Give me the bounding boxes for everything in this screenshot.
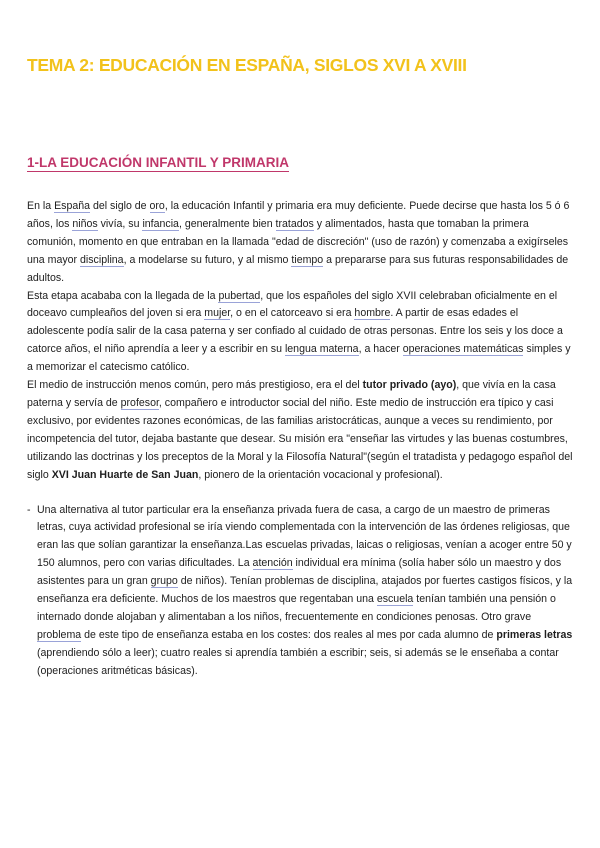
linked-term[interactable]: escuela bbox=[376, 593, 414, 606]
linked-term[interactable]: tiempo bbox=[291, 253, 324, 266]
text: , que los españoles del siglo XVII celebraban oficialmente en el doceavo cumpleaños del joven si era bbox=[27, 289, 558, 320]
text: . A partir de esas edades el adolescente podía salir de la casa paterna y ser confiado al cuidado de otras personas. Entre los seis y los doce a catorce años, el niño aprendía a leer y a escribir en su bbox=[27, 307, 563, 356]
linked-term[interactable]: grupo bbox=[150, 575, 178, 588]
linked-term[interactable]: hombre bbox=[354, 307, 391, 320]
linked-term[interactable]: mujer bbox=[204, 307, 231, 320]
linked-term[interactable]: infancia bbox=[142, 217, 179, 230]
text: , a hacer bbox=[358, 343, 403, 356]
paragraph-2 bbox=[27, 288, 575, 378]
text: , que vivía en la casa paterna y servía de bbox=[27, 379, 556, 409]
linked-term[interactable]: operaciones matemáticas bbox=[402, 343, 524, 356]
text: de este tipo de enseñanza estaba en los costes: dos reales al mes por cada alumno de bbox=[81, 628, 497, 641]
text: , pionero de la orientación vocacional y profesional). bbox=[198, 468, 443, 481]
section-heading: 1-LA EDUCACIÓN INFANTIL Y PRIMARIA bbox=[27, 155, 290, 170]
text: En la bbox=[27, 200, 55, 212]
paragraph-1 bbox=[27, 198, 575, 288]
text: (aprendiendo sólo a leer); cuatro reales si aprendía también a escribir; seis, si además se le enseñaba a contar (operaciones aritméticas básicas). bbox=[37, 646, 559, 677]
text: tenían también una pensión o internado donde alojaban y alimentaban a los niños, frecuentemente en condiciones penosas. Otro grave bbox=[37, 593, 556, 623]
text: Una alternativa al tutor particular era la enseñanza privada fuera de casa, a cargo de un maestro de primeras letras, cuya actividad profesional se iría viendo complementada con la intervención de las órdenes religiosas, que eran las que solían garantizar la enseñanza.Las escuelas privadas, laicas o religiosas, venían a acoger entre 50 y 150 alumnos, pero con varias dificultades. La bbox=[37, 503, 572, 570]
document-body bbox=[27, 198, 575, 681]
text: individual era mínima (solía haber sólo un maestro y dos asistentes para un gran bbox=[37, 557, 562, 588]
text: , la educación Infantil y primaria era muy deficiente. Puede decirse que hasta los 5 ó 6 años, los bbox=[27, 200, 570, 230]
text: , compañero e introductor social del niño. Este medio de instrucción era típico y casi exclusivo, por evidentes razones económicas, de las familias aristocráticas, aunque a veces su rendimiento, por incompetencia del tutor, dejaba bastante que desear. Su misión era "enseñar las virtudes y las buenas costumbres, utilizando las doctrinas y los preceptos de la Moral y la Filosofía Natural"(según el tratadista y pedagogo español del siglo bbox=[27, 396, 573, 481]
text: Esta etapa acababa con la llegada de la bbox=[27, 289, 219, 302]
linked-term[interactable]: niños bbox=[72, 217, 98, 230]
text: a prepararse para sus futuras responsabilidades de adultos. bbox=[27, 253, 569, 284]
text: , generalmente bien bbox=[178, 217, 276, 230]
text: simples y a memorizar el catecismo católico. bbox=[27, 343, 571, 374]
linked-term[interactable]: problema bbox=[37, 628, 82, 641]
text: vivía, su bbox=[97, 217, 143, 230]
text: y alimentados, hasta que tomaban la primera comunión, momento en que entraban en la llamada "edad de discreción" (uso de razón) y comenzaba a exigírseles una mayor bbox=[27, 217, 569, 266]
linked-term[interactable]: disciplina bbox=[80, 253, 124, 266]
paragraph-3 bbox=[27, 377, 575, 484]
bold-term: XVI Juan Huarte de San Juan bbox=[51, 468, 199, 481]
linked-term[interactable]: tratados bbox=[275, 217, 314, 230]
bullet-dash: - bbox=[27, 503, 31, 516]
linked-term[interactable]: lengua materna bbox=[284, 343, 359, 356]
linked-term[interactable]: España bbox=[54, 200, 91, 212]
linked-term[interactable]: profesor bbox=[120, 396, 159, 409]
bullet-paragraph bbox=[27, 502, 575, 681]
text: del siglo de bbox=[90, 200, 150, 212]
linked-term[interactable]: pubertad bbox=[218, 289, 261, 302]
text: , a modelarse su futuro, y al mismo bbox=[123, 253, 292, 266]
linked-term[interactable]: oro bbox=[149, 200, 165, 212]
bold-term: tutor privado (ayo) bbox=[362, 379, 457, 392]
bold-term: primeras letras bbox=[496, 628, 573, 641]
text: de niños). Tenían problemas de disciplina, atajados por fuertes castigos físicos, y la enseñanza era deficiente. Muchos de los maestros que regentaban una bbox=[37, 575, 573, 606]
text: El medio de instrucción menos común, pero más prestigioso, era el del bbox=[27, 379, 363, 392]
page-title: TEMA 2: EDUCACIÓN EN ESPAÑA, SIGLOS XVI A XVIII bbox=[27, 55, 467, 75]
linked-term[interactable]: atención bbox=[252, 557, 293, 570]
text: , o en el catorceavo si era bbox=[230, 307, 355, 320]
